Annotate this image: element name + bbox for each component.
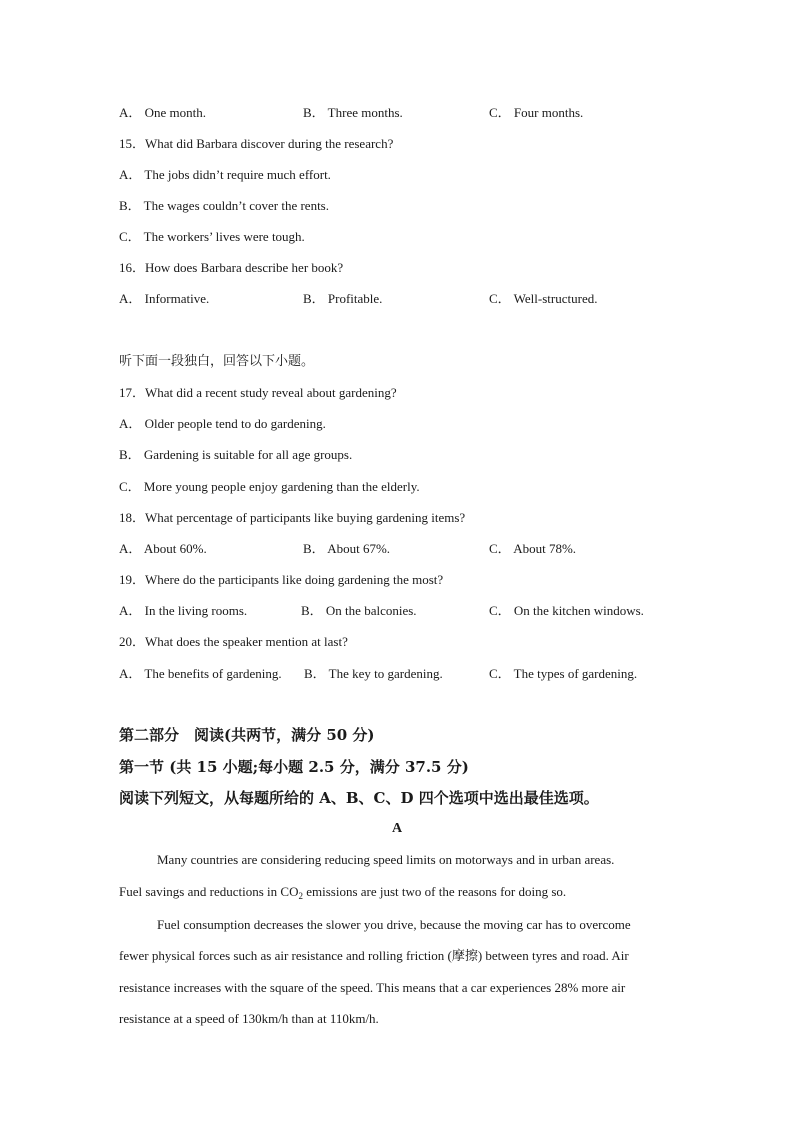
passage-p1-line2-pre: Fuel savings and reductions in CO [119, 884, 299, 899]
passage-p1-line2 [119, 884, 671, 900]
q16-question: 16．How does Barbara describe her book? [119, 260, 344, 275]
monologue-instruction: 听下面一段独白，回答以下小题。 [119, 354, 315, 369]
q15-option-c: C． The workers’ lives were tough. [119, 229, 305, 244]
q20-option-b: B． The key to gardening. [304, 666, 443, 681]
q18-option-c: C． About 78%. [489, 541, 577, 556]
q15-option-b: B． The wages couldn’t cover the rents. [119, 198, 329, 213]
section1-heading: 第一节 (共 15 小题;每小题 2.5 分，满分 37.5 分) [119, 758, 469, 776]
q18-option-b: B． About 67%. [303, 541, 391, 556]
q16-option-a: A． Informative. [119, 291, 210, 306]
q19-option-c: C． On the kitchen windows. [489, 603, 644, 618]
q19-option-b: B． On the balconies. [301, 603, 417, 618]
co2-subscript: 2 [298, 891, 303, 901]
passage-p2-line3: resistance increases with the square of the speed. This means that a car experiences 28% more air [119, 980, 626, 995]
q17-option-a: A． Older people tend to do gardening. [119, 416, 326, 431]
q18-question: 18．What percentage of participants like buying gardening items? [119, 510, 466, 525]
q18-option-a: A． About 60%. [119, 541, 207, 556]
passage-p2-line4: resistance at a speed of 130km/h than at 110km/h. [119, 1011, 379, 1026]
passage-p1-line1: Many countries are considering reducing speed limits on motorways and in urban areas. [157, 852, 615, 867]
passage-label: A [391, 821, 403, 836]
q17-option-b: B． Gardening is suitable for all age groups. [119, 447, 353, 462]
q15-option-a: A． The jobs didn’t require much effort. [119, 167, 331, 182]
q14-option-b: B． Three months. [303, 105, 403, 120]
passage-p2-line1: Fuel consumption decreases the slower you drive, because the moving car has to overcome [157, 917, 631, 932]
passage-p1-line2-post: emissions are just two of the reasons for doing so. [302, 884, 567, 899]
passage-p2-line2: fewer physical forces such as air resistance and rolling friction (摩擦) between tyres and road. Air [119, 948, 629, 963]
q15-question: 15．What did Barbara discover during the research? [119, 136, 394, 151]
q20-option-c: C． The types of gardening. [489, 666, 638, 681]
q14-option-c: C． Four months. [489, 105, 584, 120]
q20-question: 20．What does the speaker mention at last? [119, 634, 348, 649]
q14-option-a: A． One month. [119, 105, 207, 120]
part2-heading: 第二部分 阅读(共两节，满分 50 分) [119, 726, 375, 744]
q17-question: 17．What did a recent study reveal about gardening? [119, 385, 397, 400]
q19-option-a: A． In the living rooms. [119, 603, 248, 618]
q17-option-c: C． More young people enjoy gardening than the elderly. [119, 479, 420, 494]
reading-instruction: 阅读下列短文，从每题所给的 A、B、C、D 四个选项中选出最佳选项。 [119, 789, 599, 807]
q16-option-b: B． Profitable. [303, 291, 383, 306]
q19-question: 19．Where do the participants like doing gardening the most? [119, 572, 444, 587]
q20-option-a: A． The benefits of gardening. [119, 666, 282, 681]
q16-option-c: C． Well-structured. [489, 291, 598, 306]
